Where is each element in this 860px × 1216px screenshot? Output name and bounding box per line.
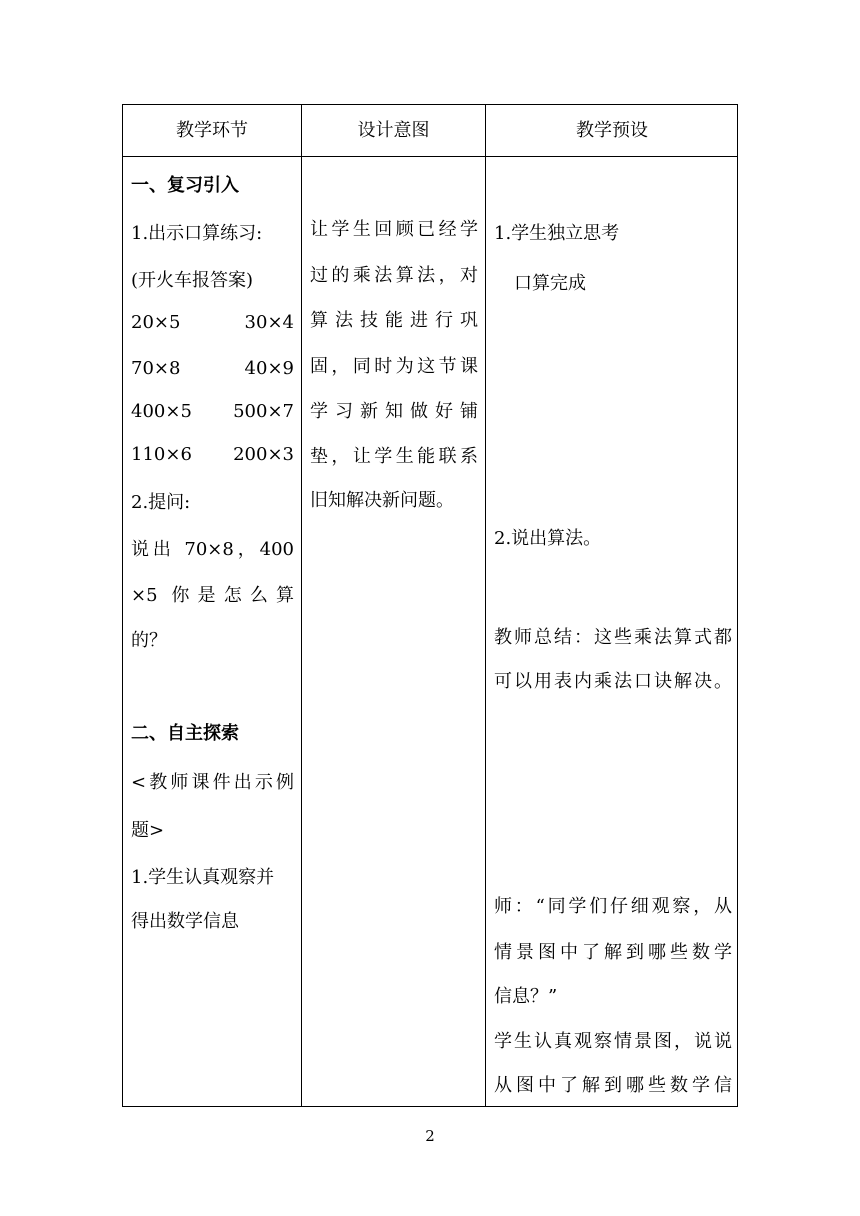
item1-line2: (开火车报答案) [131,270,254,291]
summary-line: 可以用表内乘法口诀解决。 [494,671,732,692]
exercise-right: 200×3 [233,444,294,465]
exercise-row [131,401,294,422]
header-design-intent: 设计意图 [357,120,430,141]
question-line: ×5 你是怎么算 [131,585,294,606]
intent-line: 过的乘法算法，对 [310,265,478,286]
header-teaching-preset: 教学预设 [576,120,648,141]
exercise-row [131,358,294,379]
column-divider [301,105,302,1106]
intent-line: 学习新知做好铺 [310,401,478,422]
item2-question: 2.提问: [131,492,191,513]
exercise-left: 110×6 [131,444,192,465]
item1-line1: 1.出示口算练习: [131,223,263,244]
preset-p1-line1: 1.学生独立思考 [494,223,620,244]
intent-line: 旧知解决新问题。 [310,490,454,511]
design-intent-cell [310,105,478,1106]
exercise-left: 70×8 [131,358,181,379]
intent-line: 固，同时为这节课 [310,356,478,377]
courseware-line: 题> [131,820,165,841]
intent-line: 让学生回顾已经学 [310,219,478,240]
preset-p2: 2.说出算法。 [494,528,602,549]
page-number: 2 [425,1127,435,1145]
preset-p1-line2: 口算完成 [514,273,586,294]
observe-line: 1.学生认真观察并 [131,867,275,888]
exercise-row [131,312,294,333]
column-divider [485,105,486,1106]
teaching-preset-cell [494,105,732,1106]
section2-title: 二、自主探索 [131,723,239,744]
courseware-line: <教师课件出示例 [131,772,294,793]
teaching-stage-cell [131,105,294,1106]
exercise-right: 30×4 [244,312,294,333]
observe-line: 得出数学信息 [131,911,239,932]
teacher-line: 信息？” [494,986,558,1007]
intent-line: 算法技能进行巩 [310,310,478,331]
question-line: 说出 70×8，400 [131,539,294,560]
exercise-right: 40×9 [244,358,294,379]
intent-line: 垫，让学生能联系 [310,446,478,467]
lesson-plan-table [122,104,738,1107]
teacher-line: 师：“同学们仔细观察，从 [494,896,732,917]
teacher-line: 情景图中了解到哪些数学 [494,942,732,963]
exercise-left: 400×5 [131,401,192,422]
question-line: 的？ [131,630,167,651]
header-teaching-stage: 教学环节 [176,120,248,141]
summary-line: 教师总结：这些乘法算式都 [494,627,732,648]
teacher-line: 从图中了解到哪些数学信 [494,1075,732,1096]
teacher-line: 学生认真观察情景图，说说 [494,1031,732,1052]
section1-title: 一、复习引入 [131,175,239,196]
exercise-left: 20×5 [131,312,181,333]
exercise-row [131,444,294,465]
exercise-right: 500×7 [233,401,294,422]
